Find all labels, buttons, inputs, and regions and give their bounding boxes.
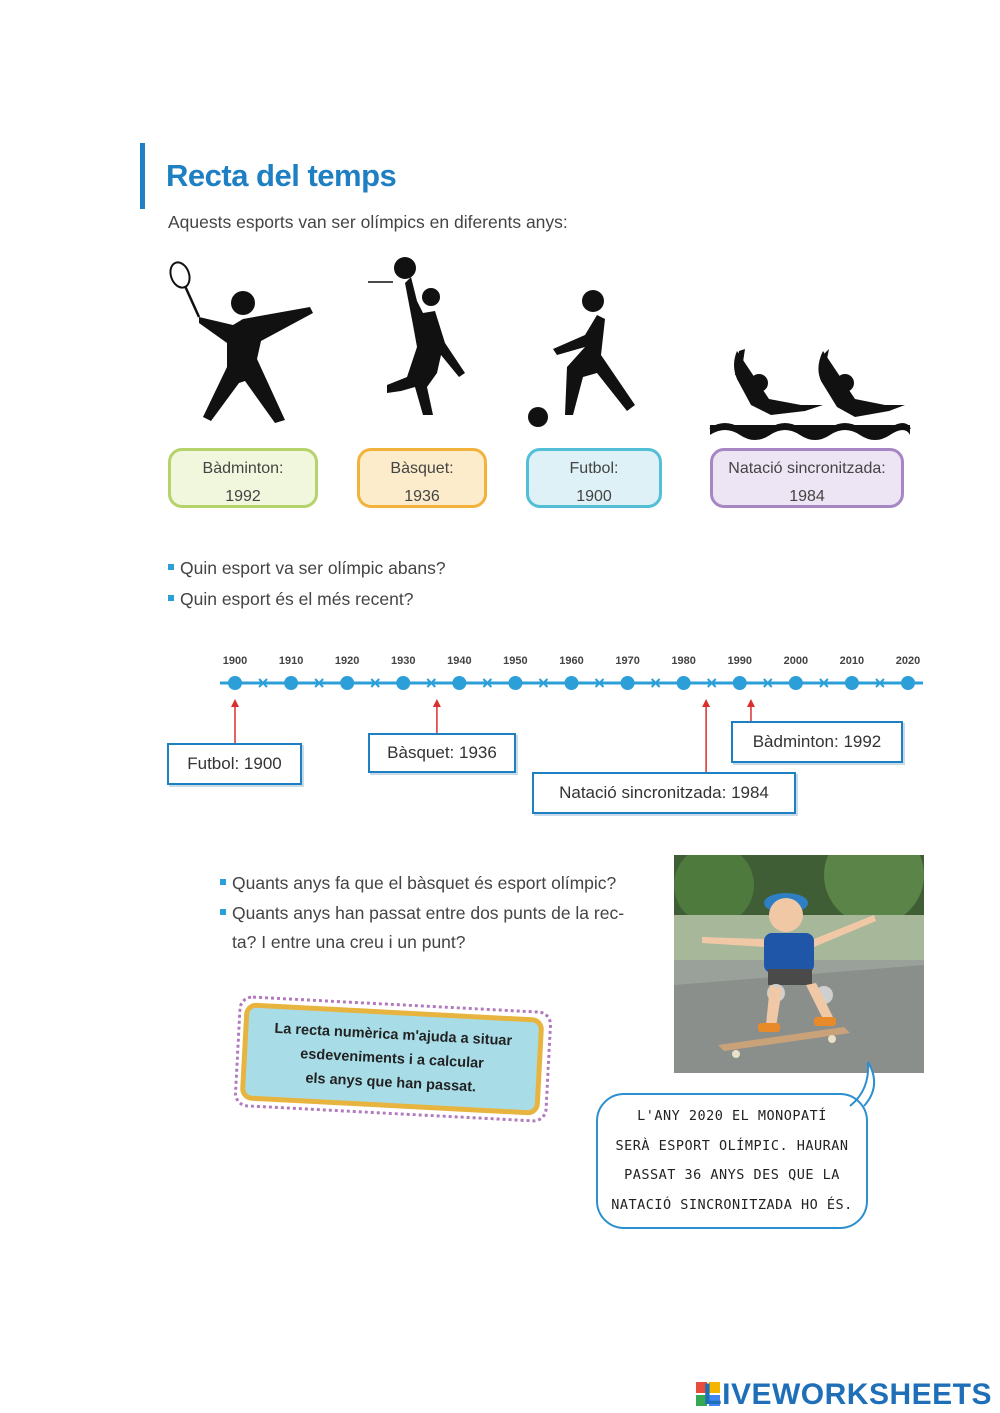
- speech-line: NATACIÓ SINCRONITZADA HO ÉS.: [611, 1196, 853, 1213]
- sport-name: Bàsquet:: [390, 460, 454, 477]
- timeline-point: [228, 676, 242, 690]
- timeline-tick-label: 2010: [839, 655, 865, 667]
- timeline-label-text: Futbol: 1900: [187, 754, 282, 773]
- timeline-label-badminton: [731, 721, 903, 763]
- sport-pictograms: [165, 255, 925, 445]
- sport-card-badminton: [168, 448, 318, 508]
- timeline-arrow: [747, 699, 755, 721]
- speech-bubble: [596, 1093, 868, 1229]
- speech-line: SERÀ ESPORT OLÍMPIC. HAURAN: [615, 1137, 849, 1154]
- sport-year: 1936: [404, 488, 440, 505]
- sport-name: Natació sincronitzada:: [728, 460, 886, 477]
- timeline-tick-label: 1970: [615, 655, 640, 667]
- timeline-point: [789, 676, 803, 690]
- timeline-point: [733, 676, 747, 690]
- note-line: La recta numèrica m'ajuda a situar: [274, 1020, 513, 1050]
- synchronized-swimmers-icon: [710, 349, 910, 440]
- timeline-tick-label: 2000: [783, 655, 809, 667]
- timeline-point: [901, 676, 915, 690]
- page-title: Recta del temps: [166, 158, 397, 193]
- timeline-cross: [820, 679, 828, 687]
- timeline-label-text: Bàsquet: 1936: [387, 743, 497, 762]
- skateboarder-photo: [674, 855, 924, 1073]
- timeline-cross: [483, 679, 491, 687]
- timeline-label-text: Bàdminton: 1992: [752, 732, 882, 751]
- timeline-arrow: [231, 699, 239, 745]
- title-accent-bar: [140, 143, 145, 209]
- sport-year: 1984: [789, 488, 825, 505]
- timeline-cross: [539, 679, 547, 687]
- sport-year: 1992: [225, 488, 261, 505]
- timeline-arrow: [433, 699, 441, 735]
- timeline-tick-label: 1930: [391, 655, 416, 667]
- timeline-label-basquet: [368, 733, 516, 773]
- timeline-label-futbol: [167, 743, 302, 785]
- question-item: [168, 589, 413, 610]
- question-text: Quants anys fa que el bàsquet és esport olímpic?: [232, 873, 617, 893]
- sport-card-basquet: [357, 448, 487, 508]
- question-text: Quin esport va ser olímpic abans?: [180, 558, 446, 578]
- timeline-point: [508, 676, 522, 690]
- note-line: els anys que han passat.: [305, 1070, 477, 1096]
- question-item: [220, 873, 616, 894]
- sport-year: 1900: [576, 488, 612, 505]
- sport-card-natacio: [710, 448, 904, 508]
- skateboarder-illustration: [674, 855, 924, 1073]
- timeline-point: [452, 676, 466, 690]
- timeline-tick-label: 1950: [503, 655, 528, 667]
- timeline-tick-label: 1910: [278, 655, 304, 667]
- bullet-icon: [220, 909, 226, 915]
- question-text: Quin esport és el més recent?: [180, 589, 414, 609]
- timeline-cross: [427, 679, 435, 687]
- speech-line: L'ANY 2020 EL MONOPATÍ: [637, 1108, 827, 1124]
- question-text-continuation: ta? I entre una creu i un punt?: [232, 932, 466, 952]
- question-text: Quants anys han passat entre dos punts de la rec-: [232, 903, 625, 923]
- timeline-point: [565, 676, 579, 690]
- page-subtitle: Aquests esports van ser olímpics en diferents anys:: [168, 212, 568, 232]
- timeline-cross: [652, 679, 660, 687]
- question-item: [220, 903, 624, 924]
- brand-name[interactable]: LIVEWORKSHEETS: [703, 1378, 992, 1411]
- timeline-cross: [708, 679, 716, 687]
- timeline-tick-label: 1940: [447, 655, 472, 667]
- timeline-cross: [876, 679, 884, 687]
- football-player-icon: [528, 290, 635, 427]
- note-callout: [240, 1002, 545, 1116]
- timeline-tick-label: 1960: [559, 655, 584, 667]
- timeline-tick-label: 1900: [222, 655, 248, 667]
- sport-card-futbol: [526, 448, 662, 508]
- bullet-icon: [168, 595, 174, 601]
- timeline-point: [677, 676, 691, 690]
- timeline-tick-label: 1920: [334, 655, 360, 667]
- timeline-point: [340, 676, 354, 690]
- note-line: esdeveniments i a calcular: [299, 1046, 485, 1072]
- timeline-cross: [764, 679, 772, 687]
- timeline-label-text: Natació sincronitzada: 1984: [559, 783, 769, 802]
- timeline-arrow: [702, 699, 710, 772]
- timeline-cross: [371, 679, 379, 687]
- question-item: [168, 558, 446, 579]
- bullet-icon: [168, 564, 174, 570]
- timeline-label-natacio: [532, 772, 796, 814]
- timeline-cross: [596, 679, 604, 687]
- timeline-point: [621, 676, 635, 690]
- badminton-player-icon: [167, 260, 313, 423]
- timeline-cross: [259, 679, 267, 687]
- speech-line: PASSAT 36 ANYS DES QUE LA: [624, 1167, 840, 1183]
- timeline-point: [284, 676, 298, 690]
- timeline-cross: [315, 679, 323, 687]
- sport-name: Bàdminton:: [202, 460, 284, 477]
- timeline-tick-label: 2020: [895, 655, 921, 667]
- timeline-point: [396, 676, 410, 690]
- sport-name: Futbol:: [569, 460, 619, 477]
- basketball-player-icon: [368, 257, 465, 415]
- timeline-tick-label: 1990: [727, 655, 752, 667]
- timeline-tick-label: 1980: [671, 655, 696, 667]
- bullet-icon: [220, 879, 226, 885]
- timeline-point: [845, 676, 859, 690]
